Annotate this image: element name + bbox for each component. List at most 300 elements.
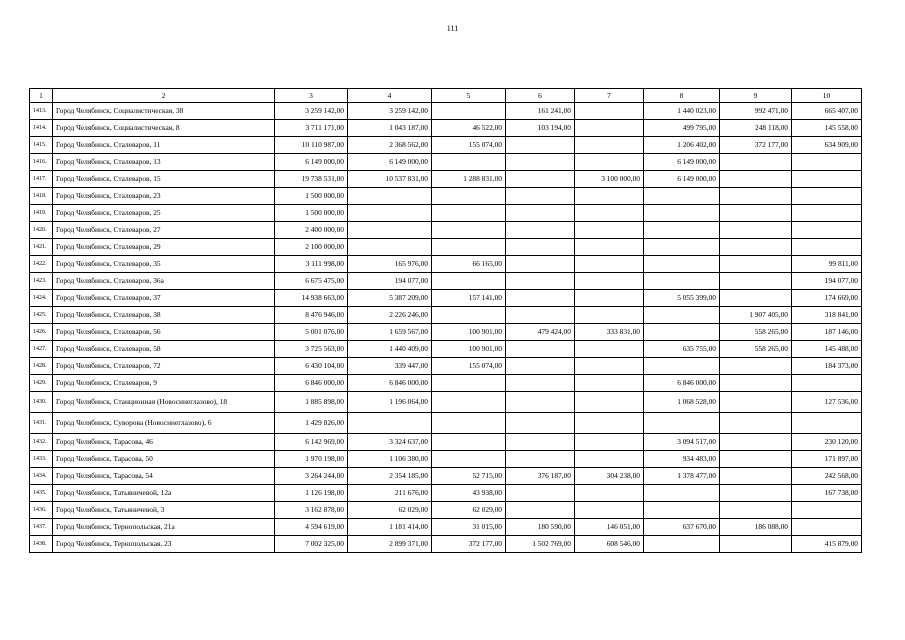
address-cell: Город Челябинск, Сталеваров, 11 bbox=[53, 137, 275, 154]
table-row bbox=[30, 375, 862, 392]
row-number: 1418. bbox=[30, 188, 53, 205]
amount-cell-col-9 bbox=[720, 154, 792, 171]
amount-cell-col-6 bbox=[506, 188, 575, 205]
column-header-6: 6 bbox=[506, 89, 575, 103]
row-number: 1431. bbox=[30, 413, 53, 434]
amount-cell-col-5 bbox=[432, 222, 506, 239]
table-row bbox=[30, 413, 862, 434]
address-cell: Город Челябинск, Татьяничевой, 12а bbox=[53, 485, 275, 502]
amount-cell-col-3: 3 711 171,00 bbox=[275, 120, 348, 137]
amount-cell-col-9 bbox=[720, 205, 792, 222]
amount-cell-col-5 bbox=[432, 273, 506, 290]
address-cell: Город Челябинск, Сталеваров, 15 bbox=[53, 171, 275, 188]
amount-cell-col-6 bbox=[506, 256, 575, 273]
amount-cell-col-8 bbox=[644, 205, 720, 222]
amount-cell-col-7: 304 238,00 bbox=[575, 468, 644, 485]
amount-cell-col-9 bbox=[720, 239, 792, 256]
amount-cell-col-4 bbox=[348, 188, 432, 205]
amount-cell-col-3: 3 162 878,00 bbox=[275, 502, 348, 519]
amount-cell-col-8: 1 068 528,00 bbox=[644, 392, 720, 413]
row-number: 1425. bbox=[30, 307, 53, 324]
amount-cell-col-7 bbox=[575, 358, 644, 375]
address-cell: Город Челябинск, Сталеваров, 35 bbox=[53, 256, 275, 273]
amount-cell-col-7 bbox=[575, 434, 644, 451]
amount-cell-col-10 bbox=[792, 188, 862, 205]
table-row bbox=[30, 502, 862, 519]
column-header-1: 1 bbox=[30, 89, 53, 103]
amount-cell-col-7 bbox=[575, 290, 644, 307]
amount-cell-col-10 bbox=[792, 205, 862, 222]
amount-cell-col-8: 6 149 000,00 bbox=[644, 171, 720, 188]
amount-cell-col-5: 100 901,00 bbox=[432, 324, 506, 341]
amount-cell-col-9: 248 118,00 bbox=[720, 120, 792, 137]
amount-cell-col-8: 637 670,00 bbox=[644, 519, 720, 536]
address-cell: Город Челябинск, Сталеваров, 56 bbox=[53, 324, 275, 341]
table-row bbox=[30, 239, 862, 256]
table-row bbox=[30, 171, 862, 188]
address-cell: Город Челябинск, Сталеваров, 23 bbox=[53, 188, 275, 205]
amount-cell-col-3: 3 264 244,00 bbox=[275, 468, 348, 485]
table-row bbox=[30, 468, 862, 485]
column-header-4: 4 bbox=[348, 89, 432, 103]
amount-cell-col-4: 1 181 414,00 bbox=[348, 519, 432, 536]
amount-cell-col-6 bbox=[506, 341, 575, 358]
amount-cell-col-6 bbox=[506, 502, 575, 519]
amount-cell-col-10 bbox=[792, 502, 862, 519]
amount-cell-col-4: 1 440 409,00 bbox=[348, 341, 432, 358]
amount-cell-col-3: 14 938 663,00 bbox=[275, 290, 348, 307]
amount-cell-col-3: 1 429 826,00 bbox=[275, 413, 348, 434]
amount-cell-col-5: 372 177,00 bbox=[432, 536, 506, 553]
column-header-2: 2 bbox=[53, 89, 275, 103]
address-cell: Город Челябинск, Социалистическая, 38 bbox=[53, 103, 275, 120]
amount-cell-col-4: 1 043 187,00 bbox=[348, 120, 432, 137]
amount-cell-col-8 bbox=[644, 222, 720, 239]
amount-cell-col-5 bbox=[432, 375, 506, 392]
amount-cell-col-8 bbox=[644, 188, 720, 205]
amount-cell-col-6 bbox=[506, 205, 575, 222]
amount-cell-col-4: 2 354 185,00 bbox=[348, 468, 432, 485]
amount-cell-col-3: 1 885 898,00 bbox=[275, 392, 348, 413]
amount-cell-col-9 bbox=[720, 485, 792, 502]
amount-cell-col-7 bbox=[575, 392, 644, 413]
address-cell: Город Челябинск, Сталеваров, 38 bbox=[53, 307, 275, 324]
amount-cell-col-8 bbox=[644, 307, 720, 324]
row-number: 1427. bbox=[30, 341, 53, 358]
address-cell: Город Челябинск, Тарасова, 54 bbox=[53, 468, 275, 485]
row-number: 1420. bbox=[30, 222, 53, 239]
amount-cell-col-10 bbox=[792, 171, 862, 188]
amount-cell-col-5: 62 029,00 bbox=[432, 502, 506, 519]
amount-cell-col-9 bbox=[720, 392, 792, 413]
amount-cell-col-3: 1 970 198,00 bbox=[275, 451, 348, 468]
amount-cell-col-3: 10 110 987,00 bbox=[275, 137, 348, 154]
row-number: 1435. bbox=[30, 485, 53, 502]
amount-cell-col-4: 3 259 142,00 bbox=[348, 103, 432, 120]
amount-cell-col-3: 8 476 946,00 bbox=[275, 307, 348, 324]
address-cell: Город Челябинск, Сталеваров, 36а bbox=[53, 273, 275, 290]
amount-cell-col-10: 145 488,00 bbox=[792, 341, 862, 358]
row-number: 1413. bbox=[30, 103, 53, 120]
table-row bbox=[30, 536, 862, 553]
amount-cell-col-4: 10 537 831,00 bbox=[348, 171, 432, 188]
amount-cell-col-6 bbox=[506, 434, 575, 451]
column-header-9: 9 bbox=[720, 89, 792, 103]
amount-cell-col-7: 608 546,00 bbox=[575, 536, 644, 553]
amount-cell-col-7 bbox=[575, 239, 644, 256]
address-cell: Город Челябинск, Сталеваров, 25 bbox=[53, 205, 275, 222]
register-table bbox=[29, 88, 862, 553]
table-row bbox=[30, 324, 862, 341]
amount-cell-col-4: 165 976,00 bbox=[348, 256, 432, 273]
amount-cell-col-8: 1 378 477,00 bbox=[644, 468, 720, 485]
row-number: 1419. bbox=[30, 205, 53, 222]
amount-cell-col-7 bbox=[575, 222, 644, 239]
table-row bbox=[30, 485, 862, 502]
amount-cell-col-3: 6 149 000,00 bbox=[275, 154, 348, 171]
amount-cell-col-4: 62 029,00 bbox=[348, 502, 432, 519]
amount-cell-col-3: 6 430 104,00 bbox=[275, 358, 348, 375]
amount-cell-col-9 bbox=[720, 451, 792, 468]
column-header-8: 8 bbox=[644, 89, 720, 103]
amount-cell-col-8: 1 440 023,00 bbox=[644, 103, 720, 120]
table-row bbox=[30, 358, 862, 375]
amount-cell-col-5 bbox=[432, 188, 506, 205]
amount-cell-col-3: 3 259 142,00 bbox=[275, 103, 348, 120]
amount-cell-col-7 bbox=[575, 188, 644, 205]
amount-cell-col-6 bbox=[506, 273, 575, 290]
amount-cell-col-10: 318 841,00 bbox=[792, 307, 862, 324]
amount-cell-col-4: 5 387 209,00 bbox=[348, 290, 432, 307]
table-row bbox=[30, 137, 862, 154]
amount-cell-col-8 bbox=[644, 273, 720, 290]
amount-cell-col-3: 19 738 531,00 bbox=[275, 171, 348, 188]
row-number: 1414. bbox=[30, 120, 53, 137]
amount-cell-col-8 bbox=[644, 358, 720, 375]
amount-cell-col-4: 2 226 246,00 bbox=[348, 307, 432, 324]
table-row bbox=[30, 519, 862, 536]
amount-cell-col-3: 1 500 000,00 bbox=[275, 188, 348, 205]
amount-cell-col-8: 6 149 000,00 bbox=[644, 154, 720, 171]
amount-cell-col-5: 157 141,00 bbox=[432, 290, 506, 307]
table-row bbox=[30, 451, 862, 468]
amount-cell-col-7 bbox=[575, 485, 644, 502]
amount-cell-col-3: 3 725 563,00 bbox=[275, 341, 348, 358]
amount-cell-col-10 bbox=[792, 222, 862, 239]
amount-cell-col-8 bbox=[644, 324, 720, 341]
amount-cell-col-4: 3 324 637,00 bbox=[348, 434, 432, 451]
row-number: 1429. bbox=[30, 375, 53, 392]
amount-cell-col-3: 4 594 619,00 bbox=[275, 519, 348, 536]
amount-cell-col-5 bbox=[432, 239, 506, 256]
table-row bbox=[30, 205, 862, 222]
amount-cell-col-9 bbox=[720, 290, 792, 307]
amount-cell-col-5: 155 074,00 bbox=[432, 137, 506, 154]
amount-cell-col-5 bbox=[432, 154, 506, 171]
amount-cell-col-4 bbox=[348, 413, 432, 434]
column-header-10: 10 bbox=[792, 89, 862, 103]
amount-cell-col-10 bbox=[792, 375, 862, 392]
amount-cell-col-4: 1 106 380,00 bbox=[348, 451, 432, 468]
address-cell: Город Челябинск, Тарасова, 50 bbox=[53, 451, 275, 468]
row-number: 1417. bbox=[30, 171, 53, 188]
amount-cell-col-5 bbox=[432, 434, 506, 451]
row-number: 1437. bbox=[30, 519, 53, 536]
amount-cell-col-7 bbox=[575, 137, 644, 154]
table-row bbox=[30, 273, 862, 290]
amount-cell-col-8 bbox=[644, 256, 720, 273]
amount-cell-col-6: 103 194,00 bbox=[506, 120, 575, 137]
amount-cell-col-6 bbox=[506, 154, 575, 171]
amount-cell-col-6 bbox=[506, 392, 575, 413]
amount-cell-col-9 bbox=[720, 222, 792, 239]
amount-cell-col-4 bbox=[348, 222, 432, 239]
amount-cell-col-8: 5 055 399,00 bbox=[644, 290, 720, 307]
amount-cell-col-6: 161 241,00 bbox=[506, 103, 575, 120]
amount-cell-col-7 bbox=[575, 103, 644, 120]
amount-cell-col-8: 499 795,00 bbox=[644, 120, 720, 137]
row-number: 1430. bbox=[30, 392, 53, 413]
address-cell: Город Челябинск, Татьяничевой, 3 bbox=[53, 502, 275, 519]
amount-cell-col-10: 167 738,00 bbox=[792, 485, 862, 502]
amount-cell-col-9: 558 265,00 bbox=[720, 324, 792, 341]
column-header-7: 7 bbox=[575, 89, 644, 103]
address-cell: Город Челябинск, Суворова (Новосинеглазово), 6 bbox=[53, 413, 275, 434]
amount-cell-col-8: 934 483,00 bbox=[644, 451, 720, 468]
amount-cell-col-5: 46 522,00 bbox=[432, 120, 506, 137]
amount-cell-col-8: 6 846 000,00 bbox=[644, 375, 720, 392]
amount-cell-col-9 bbox=[720, 502, 792, 519]
amount-cell-col-5 bbox=[432, 103, 506, 120]
amount-cell-col-5 bbox=[432, 205, 506, 222]
amount-cell-col-4: 1 659 567,00 bbox=[348, 324, 432, 341]
amount-cell-col-4 bbox=[348, 239, 432, 256]
amount-cell-col-3: 5 001 076,00 bbox=[275, 324, 348, 341]
amount-cell-col-6 bbox=[506, 307, 575, 324]
amount-cell-col-3: 1 126 198,00 bbox=[275, 485, 348, 502]
amount-cell-col-8 bbox=[644, 239, 720, 256]
row-number: 1415. bbox=[30, 137, 53, 154]
amount-cell-col-10: 242 568,00 bbox=[792, 468, 862, 485]
amount-cell-col-9: 372 177,00 bbox=[720, 137, 792, 154]
amount-cell-col-9 bbox=[720, 434, 792, 451]
amount-cell-col-10: 127 536,00 bbox=[792, 392, 862, 413]
amount-cell-col-10 bbox=[792, 519, 862, 536]
page-number: 111 bbox=[446, 24, 459, 33]
amount-cell-col-5: 100 901,00 bbox=[432, 341, 506, 358]
amount-cell-col-9: 558 265,00 bbox=[720, 341, 792, 358]
amount-cell-col-9 bbox=[720, 536, 792, 553]
amount-cell-col-7 bbox=[575, 413, 644, 434]
amount-cell-col-10: 634 909,00 bbox=[792, 137, 862, 154]
amount-cell-col-10 bbox=[792, 413, 862, 434]
amount-cell-col-10: 174 669,00 bbox=[792, 290, 862, 307]
row-number: 1416. bbox=[30, 154, 53, 171]
amount-cell-col-7 bbox=[575, 154, 644, 171]
amount-cell-col-3: 6 142 969,00 bbox=[275, 434, 348, 451]
amount-cell-col-3: 2 100 000,00 bbox=[275, 239, 348, 256]
amount-cell-col-8 bbox=[644, 502, 720, 519]
amount-cell-col-4: 339 447,00 bbox=[348, 358, 432, 375]
amount-cell-col-9 bbox=[720, 188, 792, 205]
amount-cell-col-9: 186 088,00 bbox=[720, 519, 792, 536]
amount-cell-col-10: 184 373,00 bbox=[792, 358, 862, 375]
amount-cell-col-6: 376 187,00 bbox=[506, 468, 575, 485]
amount-cell-col-4: 6 149 000,00 bbox=[348, 154, 432, 171]
table-row bbox=[30, 341, 862, 358]
amount-cell-col-9 bbox=[720, 413, 792, 434]
amount-cell-col-3: 6 846 000,00 bbox=[275, 375, 348, 392]
row-number: 1423. bbox=[30, 273, 53, 290]
amount-cell-col-5: 43 938,00 bbox=[432, 485, 506, 502]
table-row bbox=[30, 307, 862, 324]
amount-cell-col-9: 992 471,00 bbox=[720, 103, 792, 120]
amount-cell-col-10: 415 879,00 bbox=[792, 536, 862, 553]
amount-cell-col-5 bbox=[432, 392, 506, 413]
amount-cell-col-3: 2 400 000,00 bbox=[275, 222, 348, 239]
amount-cell-col-7 bbox=[575, 307, 644, 324]
amount-cell-col-5: 31 015,00 bbox=[432, 519, 506, 536]
amount-cell-col-8: 635 755,00 bbox=[644, 341, 720, 358]
row-number: 1428. bbox=[30, 358, 53, 375]
amount-cell-col-7 bbox=[575, 256, 644, 273]
amount-cell-col-6 bbox=[506, 358, 575, 375]
amount-cell-col-5 bbox=[432, 413, 506, 434]
address-cell: Город Челябинск, Сталеваров, 72 bbox=[53, 358, 275, 375]
amount-cell-col-5: 1 288 831,00 bbox=[432, 171, 506, 188]
amount-cell-col-6 bbox=[506, 171, 575, 188]
row-number: 1421. bbox=[30, 239, 53, 256]
amount-cell-col-7: 3 100 000,00 bbox=[575, 171, 644, 188]
table-row bbox=[30, 120, 862, 137]
amount-cell-col-4 bbox=[348, 205, 432, 222]
address-cell: Город Челябинск, Станционная (Новосинеглазово), 18 bbox=[53, 392, 275, 413]
amount-cell-col-5 bbox=[432, 307, 506, 324]
amount-cell-col-6 bbox=[506, 485, 575, 502]
row-number: 1434. bbox=[30, 468, 53, 485]
amount-cell-col-7: 146 051,00 bbox=[575, 519, 644, 536]
amount-cell-col-6 bbox=[506, 375, 575, 392]
amount-cell-col-10: 665 407,00 bbox=[792, 103, 862, 120]
row-number: 1422. bbox=[30, 256, 53, 273]
amount-cell-col-7: 333 831,00 bbox=[575, 324, 644, 341]
amount-cell-col-9 bbox=[720, 171, 792, 188]
address-cell: Город Челябинск, Сталеваров, 13 bbox=[53, 154, 275, 171]
amount-cell-col-7 bbox=[575, 205, 644, 222]
amount-cell-col-5: 52 715,00 bbox=[432, 468, 506, 485]
amount-cell-col-5: 66 165,00 bbox=[432, 256, 506, 273]
amount-cell-col-8: 3 094 517,00 bbox=[644, 434, 720, 451]
row-number: 1432. bbox=[30, 434, 53, 451]
row-number: 1426. bbox=[30, 324, 53, 341]
amount-cell-col-10: 99 811,00 bbox=[792, 256, 862, 273]
amount-cell-col-7 bbox=[575, 341, 644, 358]
amount-cell-col-6: 479 424,00 bbox=[506, 324, 575, 341]
amount-cell-col-4: 2 899 371,00 bbox=[348, 536, 432, 553]
table-row bbox=[30, 222, 862, 239]
amount-cell-col-3: 3 111 998,00 bbox=[275, 256, 348, 273]
amount-cell-col-8 bbox=[644, 485, 720, 502]
amount-cell-col-9: 1 907 405,00 bbox=[720, 307, 792, 324]
address-cell: Город Челябинск, Сталеваров, 29 bbox=[53, 239, 275, 256]
amount-cell-col-9 bbox=[720, 273, 792, 290]
header-row bbox=[30, 89, 862, 103]
amount-cell-col-10 bbox=[792, 239, 862, 256]
address-cell: Город Челябинск, Тернопольская, 21а bbox=[53, 519, 275, 536]
amount-cell-col-6 bbox=[506, 451, 575, 468]
amount-cell-col-9 bbox=[720, 468, 792, 485]
amount-cell-col-6 bbox=[506, 137, 575, 154]
amount-cell-col-6 bbox=[506, 413, 575, 434]
amount-cell-col-6: 1 502 769,00 bbox=[506, 536, 575, 553]
amount-cell-col-10: 171 897,00 bbox=[792, 451, 862, 468]
table-row bbox=[30, 392, 862, 413]
amount-cell-col-6 bbox=[506, 222, 575, 239]
amount-cell-col-8: 1 206 402,00 bbox=[644, 137, 720, 154]
amount-cell-col-7 bbox=[575, 502, 644, 519]
address-cell: Город Челябинск, Тернопольская, 23 bbox=[53, 536, 275, 553]
address-cell: Город Челябинск, Сталеваров, 58 bbox=[53, 341, 275, 358]
amount-cell-col-9 bbox=[720, 256, 792, 273]
amount-cell-col-3: 7 002 325,00 bbox=[275, 536, 348, 553]
row-number: 1424. bbox=[30, 290, 53, 307]
amount-cell-col-10 bbox=[792, 154, 862, 171]
amount-cell-col-7 bbox=[575, 273, 644, 290]
table-body bbox=[30, 103, 862, 553]
table-row bbox=[30, 434, 862, 451]
amount-cell-col-9 bbox=[720, 358, 792, 375]
amount-cell-col-7 bbox=[575, 375, 644, 392]
address-cell: Город Челябинск, Тарасова, 46 bbox=[53, 434, 275, 451]
row-number: 1433. bbox=[30, 451, 53, 468]
amount-cell-col-4: 211 676,00 bbox=[348, 485, 432, 502]
table-row bbox=[30, 154, 862, 171]
amount-cell-col-10: 187 146,00 bbox=[792, 324, 862, 341]
amount-cell-col-5 bbox=[432, 451, 506, 468]
amount-cell-col-4: 6 846 000,00 bbox=[348, 375, 432, 392]
amount-cell-col-6 bbox=[506, 239, 575, 256]
amount-cell-col-10: 145 558,00 bbox=[792, 120, 862, 137]
address-cell: Город Челябинск, Сталеваров, 37 bbox=[53, 290, 275, 307]
amount-cell-col-7 bbox=[575, 451, 644, 468]
table-row bbox=[30, 103, 862, 120]
address-cell: Город Челябинск, Сталеваров, 27 bbox=[53, 222, 275, 239]
amount-cell-col-6 bbox=[506, 290, 575, 307]
column-header-5: 5 bbox=[432, 89, 506, 103]
table-row bbox=[30, 256, 862, 273]
amount-cell-col-7 bbox=[575, 120, 644, 137]
row-number: 1438. bbox=[30, 536, 53, 553]
amount-cell-col-3: 1 500 000,00 bbox=[275, 205, 348, 222]
table-row bbox=[30, 188, 862, 205]
amount-cell-col-4: 1 196 064,00 bbox=[348, 392, 432, 413]
amount-cell-col-3: 6 675 475,00 bbox=[275, 273, 348, 290]
amount-cell-col-4: 2 368 562,00 bbox=[348, 137, 432, 154]
column-header-3: 3 bbox=[275, 89, 348, 103]
address-cell: Город Челябинск, Сталеваров, 9 bbox=[53, 375, 275, 392]
amount-cell-col-6: 180 590,00 bbox=[506, 519, 575, 536]
amount-cell-col-8 bbox=[644, 413, 720, 434]
row-number: 1436. bbox=[30, 502, 53, 519]
amount-cell-col-10: 230 120,00 bbox=[792, 434, 862, 451]
amount-cell-col-9 bbox=[720, 375, 792, 392]
amount-cell-col-4: 194 077,00 bbox=[348, 273, 432, 290]
amount-cell-col-8 bbox=[644, 536, 720, 553]
amount-cell-col-5: 155 074,00 bbox=[432, 358, 506, 375]
address-cell: Город Челябинск, Социалистическая, 8 bbox=[53, 120, 275, 137]
amount-cell-col-10: 194 077,00 bbox=[792, 273, 862, 290]
table-row bbox=[30, 290, 862, 307]
